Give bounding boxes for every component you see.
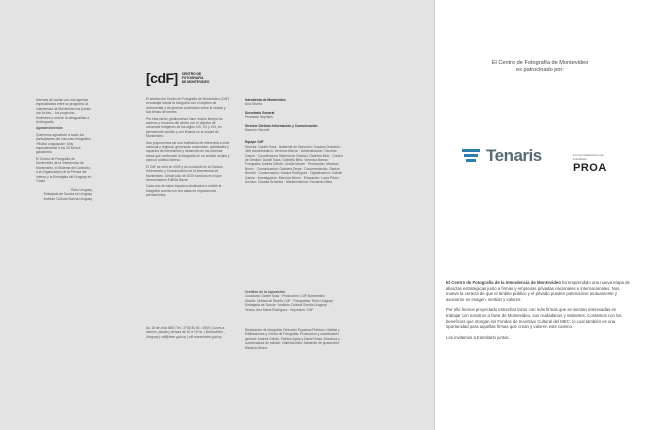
sponsorship-rest: ha emprendido una nueva etapa de alianzas estratégicas junto a firmas y empresas privadas nacionales e internacionales. Nos mueve la certeza de que el ámbito público y el privado pueden potenciarse mutuamente y asociarse en imagen, sentido y valores. (446, 280, 630, 302)
tenaris-mark-icon (462, 148, 484, 164)
column-acknowledgements (36, 98, 92, 185)
exhibition-credits (245, 290, 335, 312)
proa-label-line-2: Fundación (573, 157, 588, 161)
team-title: Equipo CdF (245, 140, 264, 145)
credits-title: Créditos de la exposición (245, 290, 285, 294)
staff-heading: Intendenta de Montevideo (245, 98, 286, 102)
about-p4: El CdF se creó en 2002 y se consolidó en la División Información y Comunicación de la Intendencia de Montevideo. Desde julio de 2015 funciona en el que denominamos Edificio Bazar. (146, 164, 223, 182)
column-staff (245, 98, 345, 189)
sponsorship-lead: El Centro de Fotografía de la Intendencia de Montevideo (446, 280, 561, 285)
staff-name: Ana Olivera (245, 102, 263, 107)
about-p3: Nos proponemos ser una institución de referencia a nivel nacional y regional, generando contenidos, actividades y espacios de intercambio y desarrollo de las diversas áreas que conforman la fotografía en un sentido amplio y para un público diverso. (146, 140, 230, 163)
staff-block (245, 111, 345, 120)
sponsorship-text (446, 280, 632, 345)
logo-line-3: DE MONTEVIDEO (181, 80, 210, 84)
proa-logo (573, 153, 623, 174)
sponsor-intro-line-2: es patrocinado por: (516, 67, 564, 73)
production-footer: Realización de fotografía: Dirección Espacios Públicos, Hábitat y Edificaciones y Centro de Fotografía. Producción y coordinación general: Andrea Cribari, Patricia Ayala y Daniel Sosa. Directora y coordinadora de edición: Gabriela Belo. Asistente de producción: Mauricio Bruno. (245, 328, 340, 350)
ack-text: Queremos agradecer a todos los participantes del concurso fotográfico «Rollos uruguayos». Muy especialmente a los 33 fondos ganadores. (36, 132, 91, 155)
cdf-logo (146, 70, 209, 86)
staff-name: Fernando Nopitsch (245, 115, 273, 120)
sponsor-intro-line-1: El Centro de Fotografía de Montevideo (491, 60, 589, 66)
staff-heading: Director División Información y Comunicación (245, 123, 318, 128)
about-p1: El sentido del Centro de Fotografía de Montevideo (CdF) es trabajar desde la fotografía con el objetivo de documentar y de generar contenidos sobre la ciudad y sus temas de interés. (146, 97, 230, 115)
logo-line-1: CENTRO DE (181, 72, 202, 76)
proa-label (573, 153, 623, 161)
cdf-contact-footer: Av. 18 de Julio 885 | Tel.: 2708 81 81 / 2909 | Lunes a viernes, planta y terraza de 10 a 19 hs. | Montevideo - Uruguay | cdf@imm.gub.uy | cdf.montevideo.gub.uy (146, 326, 225, 339)
page-fold (434, 0, 435, 430)
staff-heading: Secretario General (245, 110, 275, 115)
tenaris-logo (462, 146, 542, 166)
about-p2: Por esta razón, gestionamos hace mucho tiempo los acervos y recursos del centro con el objetivo de conservar imágenes de los siglos XIX, XX y XXI, en permanente cambio y con énfasis en la ciudad de Montevideo. (146, 116, 223, 139)
col1-intro: Además de contar con una agencia especializada entre su programa, la Intendencia de Montevideo ha puesto con la foto... los proyectos... trimestres a reducir la desigualdad a la fotografía. (36, 98, 91, 125)
signature-2: Embajada de Suecia en Uruguay (43, 192, 92, 197)
cdf-logo-mark: [cdF] (146, 70, 178, 86)
proa-wordmark: PROA (573, 162, 607, 174)
sponsorship-paragraph-1 (446, 280, 632, 302)
logo-line-2: FOTOGRAFÍA (181, 76, 204, 80)
about-p5: Cada uno de estos espacios destinados a exhibir la fotografía cuenta con sus salas de exposiciones permanentes. (146, 184, 222, 198)
sponsorship-paragraph-3: Los invitamos a transitarlo juntos. (446, 334, 510, 340)
credits-text: Curaduría: Daniel Sosa · Producción: CdF Montevideo · Diseño: Unidad de Diseño CdF · Fotografías: Rollo Uruguay · Embajada de Suecia · Instituto Cultural Suecia-Uruguay · Textos: Ana María Rodríguez · Impresión: CdF (245, 294, 335, 312)
cdf-logo-text (182, 72, 210, 84)
staff-name: Marcelo Visconti (245, 128, 270, 133)
col1-signatures (36, 188, 92, 201)
tenaris-wordmark: Tenaris (486, 146, 542, 165)
ack-title: Agradecimientos (36, 126, 63, 131)
team-list: Director: Daniel Sosa · Asistente de Dirección: Susana Centurión · Jefe Administrativo: Verónica Barros · Administración: Carolina García · Coordinadora Sistema de Gestión: Gabriela Belo · Control de Gestión: Daniel Saus, Gabriela Belo, Verónica Barros · Fotografía: Andrés Cribari, Cecilia Maciel · Producción: Mauricio Bruno · Comunicación: Gabriela Zerpa · Documentación: Gastón Berrutti · Conservación: Sandra Rodríguez · Digitalización: Gabriel Garcia · Investigación: Mauricio Bruno · Educación: Lucía Pérez · Archivo: Claudia Schellies · Mantenimiento: Fernando Nieto (245, 144, 343, 185)
signature-1: Rollo Uruguay (71, 188, 92, 192)
staff-block (245, 98, 345, 107)
column-about-cdf (146, 97, 230, 200)
sponsorship-paragraph-2: Por ello hemos proyectado estrechar lazos con más firmas que se sientan interesadas en trabajar con nosotros a favor de Montevideo, sus ciudadanos y visitantes. Contamos con los beneficios que otorgan los Fondos de Incentivo Cultural del MEC, lo cual también es una oportunidad para aquellas firmas que crean y valoren este camino. (446, 307, 622, 330)
sponsor-intro (445, 60, 635, 74)
team-block (245, 140, 345, 184)
signature-3: Instituto Cultural Suecia-Uruguay (43, 196, 92, 201)
ack-text-2: El Centro de Fotografía de Montevideo de la Intendencia de Montevideo, el Sistema del Carbonio, a la Organización de la Prensa del Interior y la Embajada del Uruguay en Tucán. (36, 156, 92, 183)
staff-block (245, 124, 345, 133)
proa-label-line-1: Con la colaboración de (573, 153, 604, 157)
